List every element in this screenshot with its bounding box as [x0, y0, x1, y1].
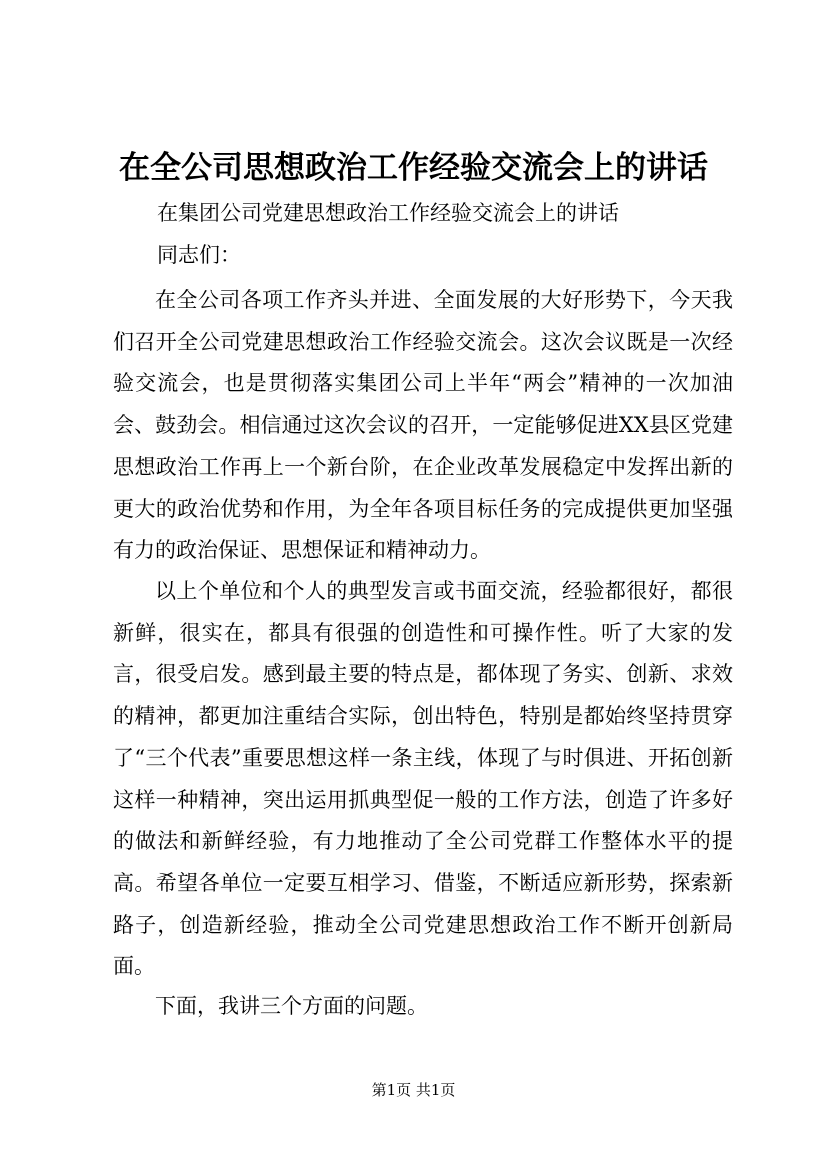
paragraph-2: 以上个单位和个人的典型发言或书面交流，经验都很好，都很新鲜，很实在，都具有很强的创造性和可操作性。听了大家的发言，很受启发。感到最主要的特点是，都体现了务实、创新、求效的精神，都更加注重结合实际，创出特色，特别是都始终坚持贯穿了“三个代表”重要思想这样一条主线，体现了与时俱进、开拓创新这样一种精神，突出运用抓典型促一般的工作方法，创造了许多好的做法和新鲜经验，有力地推动了全公司党群工作整体水平的提高。希望各单位一定要互相学习、借鉴，不断适应新形势，探索新路子，创造新经验，推动全公司党建思想政治工作不断开创新局面。 [113, 579, 733, 979]
page-footer: 第1页 共1页 [371, 1081, 456, 1099]
document-subtitle: 在集团公司党建思想政治工作经验交流会上的讲话 [157, 201, 619, 225]
salutation: 同志们： [157, 243, 241, 267]
document-title: 在全公司思想政治工作经验交流会上的讲话 [119, 150, 708, 186]
paragraph-1: 在全公司各项工作齐头并进、全面发展的大好形势下，今天我们召开全公司党建思想政治工作经验交流会。这次会议既是一次经验交流会，也是贯彻落实集团公司上半年“两会”精神的一次加油会、鼓劲会。相信通过这次会议的召开，一定能够促进XX县区党建思想政治工作再上一个新台阶，在企业改革发展稳定中发挥出新的更大的政治优势和作用，为全年各项目标任务的完成提供更加坚强有力的政治保证、思想保证和精神动力。 [113, 288, 733, 563]
paragraph-3: 下面，我讲三个方面的问题。 [155, 994, 428, 1018]
